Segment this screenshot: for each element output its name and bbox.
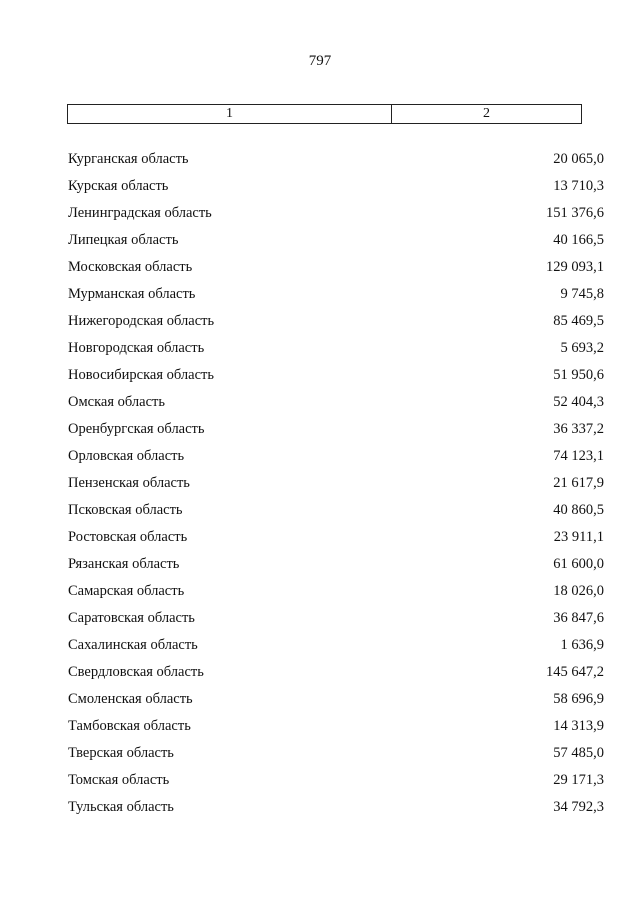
region-name: Смоленская область [68, 691, 193, 707]
region-value: 36 337,2 [553, 421, 604, 437]
region-name: Ростовская область [68, 529, 188, 545]
region-value: 61 600,0 [553, 556, 604, 572]
region-value: 151 376,6 [546, 205, 604, 221]
table-row [68, 608, 604, 635]
region-name: Тверская область [68, 745, 174, 761]
table-row [68, 797, 604, 824]
page-number: 797 [308, 53, 332, 69]
region-name: Мурманская область [68, 286, 196, 302]
table-row [68, 203, 604, 230]
region-name: Псковская область [68, 502, 183, 518]
region-name: Самарская область [68, 583, 185, 599]
region-name: Нижегородская область [68, 313, 215, 329]
table-row [68, 392, 604, 419]
region-value: 36 847,6 [553, 610, 604, 626]
region-value: 20 065,0 [553, 151, 604, 167]
region-value: 52 404,3 [553, 394, 604, 410]
region-value: 29 171,3 [553, 772, 604, 788]
region-value: 23 911,1 [553, 529, 604, 545]
table-body [68, 149, 604, 824]
region-name: Саратовская область [68, 610, 195, 626]
region-value: 145 647,2 [546, 664, 604, 680]
table-row [68, 257, 604, 284]
region-value: 18 026,0 [553, 583, 604, 599]
table-row [68, 527, 604, 554]
table-row [68, 581, 604, 608]
region-value: 129 093,1 [546, 259, 604, 275]
table-row [68, 662, 604, 689]
region-value: 1 636,9 [560, 637, 604, 653]
region-name: Орловская область [68, 448, 185, 464]
table-row [68, 716, 604, 743]
region-value: 21 617,9 [553, 475, 604, 491]
region-name: Сахалинская область [68, 637, 198, 653]
region-value: 40 860,5 [553, 502, 604, 518]
table-row [68, 284, 604, 311]
region-name: Ленинградская область [68, 205, 212, 221]
table-row [68, 689, 604, 716]
region-name: Омская область [68, 394, 165, 410]
table-row [68, 770, 604, 797]
table-row [68, 149, 604, 176]
table-row [68, 635, 604, 662]
table-row [68, 743, 604, 770]
region-value: 34 792,3 [553, 799, 604, 815]
region-value: 57 485,0 [553, 745, 604, 761]
table-row [68, 473, 604, 500]
region-name: Курганская область [68, 151, 189, 167]
region-name: Тульская область [68, 799, 174, 815]
table-row [68, 338, 604, 365]
table-row [68, 230, 604, 257]
region-name: Рязанская область [68, 556, 180, 572]
table-row [68, 176, 604, 203]
region-value: 14 313,9 [553, 718, 604, 734]
region-value: 5 693,2 [560, 340, 604, 356]
region-name: Тамбовская область [68, 718, 191, 734]
region-value: 13 710,3 [553, 178, 604, 194]
region-name: Московская область [68, 259, 193, 275]
region-name: Новосибирская область [68, 367, 214, 383]
table-row [68, 554, 604, 581]
header-cell-col1: 1 [68, 105, 392, 123]
region-name: Липецкая область [68, 232, 179, 248]
table-header [67, 104, 582, 124]
table-row [68, 419, 604, 446]
region-name: Оренбургская область [68, 421, 205, 437]
table-row [68, 365, 604, 392]
region-value: 51 950,6 [553, 367, 604, 383]
region-value: 74 123,1 [553, 448, 604, 464]
region-name: Свердловская область [68, 664, 204, 680]
region-value: 9 745,8 [560, 286, 604, 302]
region-name: Пензенская область [68, 475, 190, 491]
header-cell-col2: 2 [483, 106, 490, 121]
region-value: 40 166,5 [553, 232, 604, 248]
region-name: Новгородская область [68, 340, 205, 356]
region-value: 85 469,5 [553, 313, 604, 329]
region-name: Курская область [68, 178, 169, 194]
region-value: 58 696,9 [553, 691, 604, 707]
region-name: Томская область [68, 772, 170, 788]
table-row [68, 311, 604, 338]
table-row [68, 500, 604, 527]
table-row [68, 446, 604, 473]
